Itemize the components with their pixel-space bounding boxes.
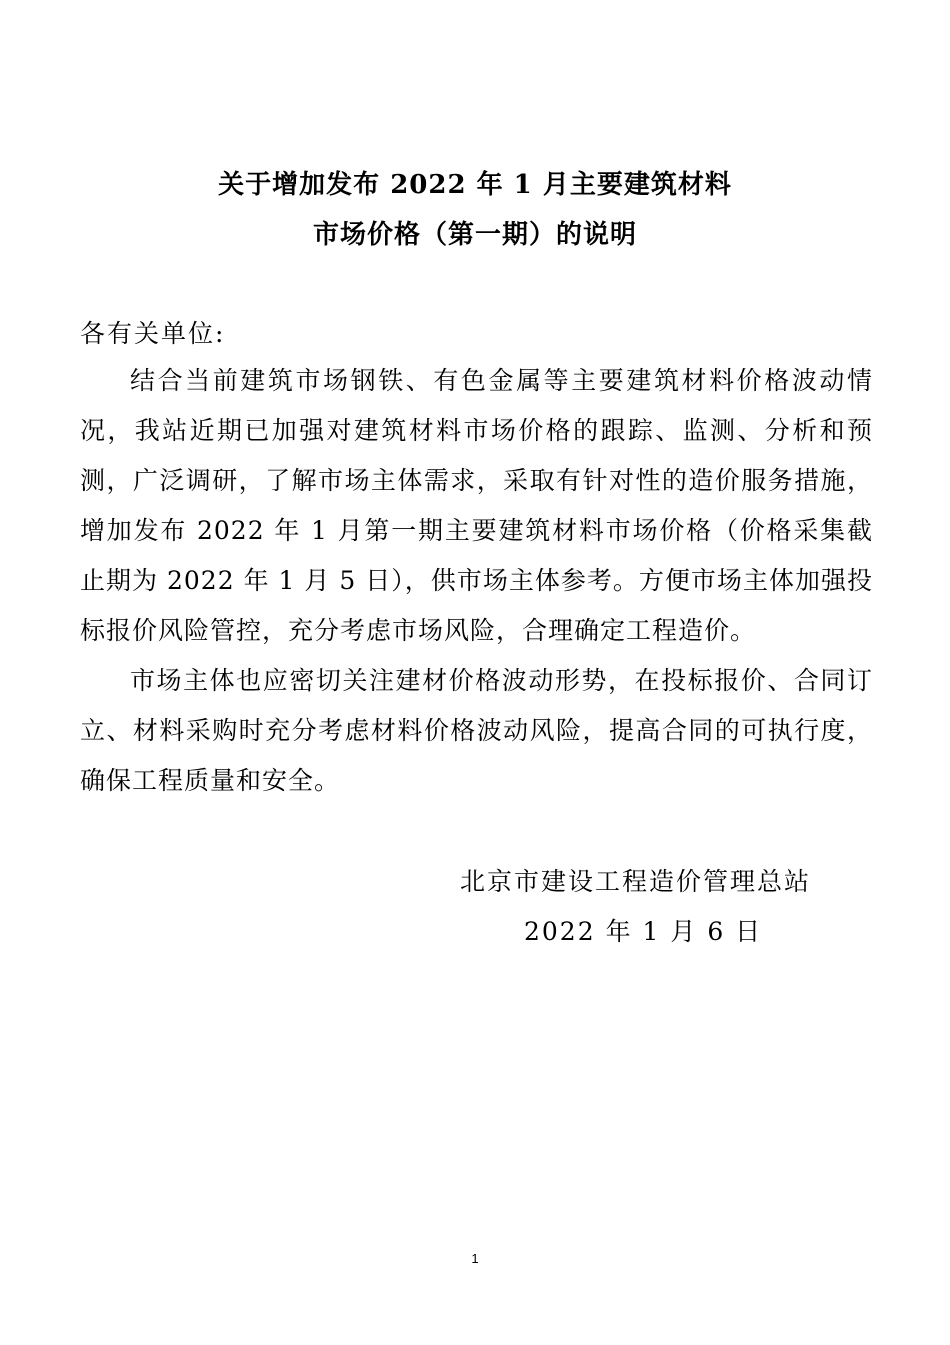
page-number: 1 [471,1251,479,1266]
document-title-line-2: 市场价格（第一期）的说明 [312,220,637,250]
body-paragraph-2: 市场主体也应密切关注建材价格波动形势，在投标报价、合同订立、材料采购时充分考虑材料价格波动风险，提高合同的可执行度，确保工程质量和安全。 [80,666,873,795]
document-title-line-1: 关于增加发布 2022 年 1 月主要建筑材料 [218,170,732,200]
body-paragraph-1: 结合当前建筑市场钢铁、有色金属等主要建筑材料价格波动情况，我站近期已加强对建筑材料市场价格的跟踪、监测、分析和预测，广泛调研，了解市场主体需求，采取有针对性的造价服务措施，增加发布 2022 年 1 月第一期主要建筑材料市场价格（价格采集截止期为 2022 年 1 月 5 日），供市场主体参考。方便市场主体加强投标报价风险管控，充分考虑市场风险，合理确定工程造价。 [80,366,873,645]
salutation: 各有关单位: [80,319,226,348]
issuer-signature: 北京市建设工程造价管理总站 [460,867,812,896]
issue-date: 2022 年 1 月 6 日 [524,917,763,946]
